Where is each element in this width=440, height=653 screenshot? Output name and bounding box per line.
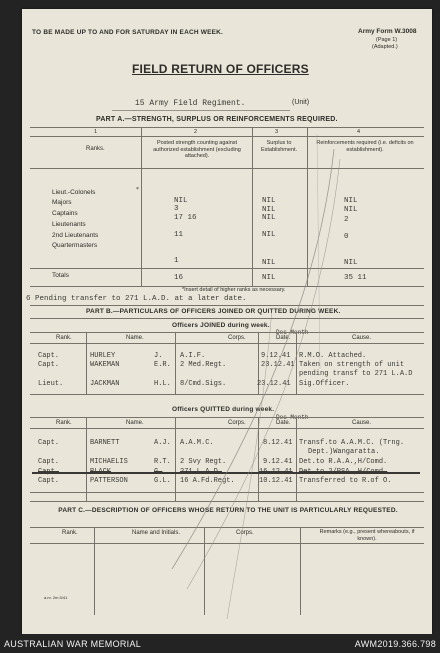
joined-corps: 2 Med.Regt. xyxy=(180,361,227,369)
part-c-title: PART C.—DESCRIPTION OF OFFICERS WHOSE RETURN TO THE UNIT IS PARTICULARLY REQUESTED. xyxy=(58,507,398,514)
quitted-name: BARNETT xyxy=(90,439,120,447)
posted-value: NIL xyxy=(174,197,188,205)
quitted-title: Officers QUITTED during week. xyxy=(172,406,275,413)
weekly-instruction: TO BE MADE UP TO AND FOR SATURDAY IN EACH WEEK. xyxy=(32,29,224,36)
col-header-surplus: Surplus to Establishment. xyxy=(260,140,298,153)
col-corps: Corps. xyxy=(236,530,254,536)
footer-right: AWM2019.366.798 xyxy=(354,639,436,649)
part-b-title: PART B.—PARTICULARS OF OFFICERS JOINED OR QUITTED DURING WEEK. xyxy=(86,308,341,315)
joined-cause: R.M.O. Attached. xyxy=(299,352,367,360)
rank-label: Captains xyxy=(52,210,78,217)
reinforcements-value: 2 xyxy=(344,216,349,224)
quitted-name: PATTERSON xyxy=(90,477,128,485)
footer-left: AUSTRALIAN WAR MEMORIAL xyxy=(4,639,142,649)
joined-initials: E.R. xyxy=(154,361,171,369)
joined-title: Officers JOINED during week. xyxy=(172,322,270,329)
col-rank: Rank. xyxy=(56,335,72,341)
quitted-cause: Det.to R.A.A.,H/Comd. xyxy=(299,458,388,466)
quitted-corps: 2 Svy Regt. xyxy=(180,458,227,466)
col-number-4: 4 xyxy=(357,129,361,135)
surplus-value: NIL xyxy=(262,214,276,222)
asterisk-mark: * xyxy=(136,187,139,193)
joined-date: 23.12.41 xyxy=(261,361,295,369)
posted-total: 16 xyxy=(174,274,184,282)
reinforcements-value: NIL xyxy=(344,206,358,214)
col-cause: Cause. xyxy=(352,335,372,341)
quitted-initials: G.L. xyxy=(154,477,171,485)
col-remarks: Remarks (e.g., present whereabouts, if known). xyxy=(319,529,415,542)
joined-name: JACKMAN xyxy=(90,380,120,388)
surplus-value: NIL xyxy=(262,197,276,205)
posted-value: 1 xyxy=(174,257,179,265)
joined-name: WAKEMAN xyxy=(90,361,120,369)
joined-initials: J. xyxy=(154,352,163,360)
quitted-rank: Capt. xyxy=(38,477,60,485)
reinforcements-total: 35 11 xyxy=(344,274,367,282)
joined-initials: H.L. xyxy=(154,380,171,388)
rank-label: Quartermasters xyxy=(52,242,98,249)
reinforcements-value: NIL xyxy=(344,259,358,267)
col-rank: Rank. xyxy=(62,530,78,536)
joined-rank: Capt. xyxy=(38,352,60,360)
joined-corps: 8/Cmd.Sigs. xyxy=(180,380,227,388)
quitted-cause-continued: Dept.)Wangaratta. xyxy=(308,448,380,456)
unit-label: (Unit) xyxy=(292,99,310,106)
col-corps: Corps. xyxy=(228,335,246,341)
col-number-2: 2 xyxy=(194,129,198,135)
quitted-corps: 16 A.Fd.Regt. xyxy=(180,477,235,485)
surplus-value: NIL xyxy=(262,206,276,214)
posted-value: 11 xyxy=(174,231,184,239)
pencil-marks xyxy=(22,9,432,634)
joined-rank: Lieut. xyxy=(38,380,64,388)
col-number-1: 1 xyxy=(94,129,98,135)
col-header-ranks: Ranks. xyxy=(86,146,105,152)
document-page xyxy=(22,9,432,634)
page-title: FIELD RETURN OF OFFICERS xyxy=(132,62,309,76)
rank-label: Majors xyxy=(52,199,72,206)
surplus-total: NIL xyxy=(262,274,276,282)
col-number-3: 3 xyxy=(275,129,279,135)
quitted-corps: A.A.M.C. xyxy=(180,439,214,447)
unit-name: 15 Army Field Regiment. xyxy=(135,99,246,108)
totals-label: Totals xyxy=(52,272,69,279)
joined-date: 9.12.41 xyxy=(261,352,291,360)
quitted-initials: R.T. xyxy=(154,458,171,466)
col-name: Name. xyxy=(126,335,144,341)
joined-rank: Capt. xyxy=(38,361,60,369)
col-rank: Rank. xyxy=(56,420,72,426)
joined-cause: Taken on strength of unit xyxy=(299,361,405,369)
quitted-date: 10.12.41 xyxy=(259,477,293,485)
rank-label: Lieutenants xyxy=(52,221,86,228)
quitted-name: MICHAELIS xyxy=(90,458,128,466)
col-name: Name. xyxy=(126,420,144,426)
quitted-cause: Transferred to R.of O. xyxy=(299,477,392,485)
quitted-rank: Capt. xyxy=(38,458,60,466)
joined-corps: A.I.F. xyxy=(180,352,206,360)
quitted-date: 8.12.41 xyxy=(263,439,293,447)
quitted-date: 9.12.41 xyxy=(263,458,293,466)
form-adapted: (Adapted.) xyxy=(372,44,398,50)
col-date: Date. xyxy=(276,420,291,426)
part-a-title: PART A.—STRENGTH, SURPLUS OR REINFORCEMENTS REQUIRED. xyxy=(96,116,338,123)
pending-transfer-note: 6 Pending transfer to 271 L.A.D. at a later date. xyxy=(26,295,247,303)
col-date: Date. xyxy=(276,335,291,341)
rank-label: Lieut.-Colonels xyxy=(52,189,96,196)
col-header-posted: Posted strength counting against authorized establishment (excluding attached). xyxy=(153,140,241,159)
surplus-value: NIL xyxy=(262,259,276,267)
col-cause: Cause. xyxy=(352,420,372,426)
joined-name: HURLEY xyxy=(90,352,116,360)
footnote: *Insert detail of higher ranks as necessary. xyxy=(182,287,286,293)
quitted-cause: Transf.to A.A.M.C. (Trng. xyxy=(299,439,405,447)
surplus-value: NIL xyxy=(262,231,276,239)
archive-footer xyxy=(0,634,440,653)
form-id: Army Form W.3008 xyxy=(358,28,417,35)
rank-label: 2nd Lieutenants xyxy=(52,232,99,239)
quitted-rank: Capt. xyxy=(38,439,60,447)
joined-cause-continued: pending transf to 271 L.A.D xyxy=(299,370,413,378)
form-page: (Page 1) xyxy=(376,37,398,43)
joined-cause: Sig.Officer. xyxy=(299,380,350,388)
col-header-reinforcements: Reinforcements required (i.e. deficits on establishment). xyxy=(316,140,414,153)
joined-date: 23.12.41 xyxy=(257,380,291,388)
reinforcements-value: NIL xyxy=(344,197,358,205)
posted-value: 3 xyxy=(174,205,179,213)
reinforcements-value: 0 xyxy=(344,233,349,241)
posted-value: 17 16 xyxy=(174,214,197,222)
col-corps: Corps. xyxy=(228,420,246,426)
print-code: a.m. 2m 5/41 xyxy=(44,595,68,600)
col-name-initials: Name and Initials. xyxy=(132,530,181,536)
quitted-initials: A.J. xyxy=(154,439,171,447)
